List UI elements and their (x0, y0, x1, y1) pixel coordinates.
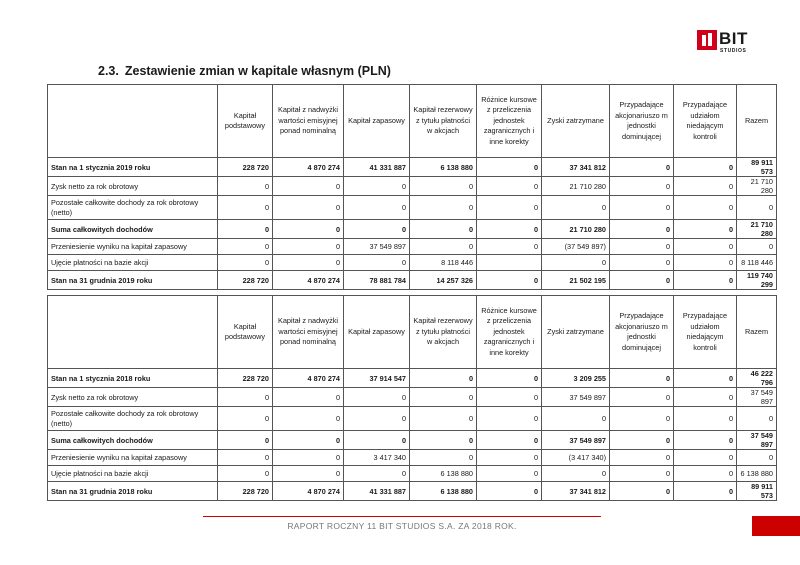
value-cell: 0 (273, 431, 344, 450)
row-label: Pozostałe całkowite dochody za rok obrotowy (netto) (48, 407, 218, 431)
table-row (48, 407, 777, 431)
value-cell: 6 138 880 (737, 466, 777, 482)
column-header: Kapitał zapasowy (344, 296, 410, 369)
value-cell: 0 (737, 239, 777, 255)
value-cell: 0 (674, 388, 737, 407)
value-cell: 0 (674, 369, 737, 388)
value-cell: 0 (344, 431, 410, 450)
value-cell: 37 549 897 (344, 239, 410, 255)
table-row (48, 239, 777, 255)
value-cell: 0 (674, 482, 737, 501)
row-label: Zysk netto za rok obrotowy (48, 388, 218, 407)
value-cell: 21 710 280 (542, 177, 610, 196)
value-cell: 37 549 897 (542, 431, 610, 450)
value-cell: 0 (344, 255, 410, 271)
section-title-text: Zestawienie zmian w kapitale własnym (PLN) (124, 64, 391, 78)
value-cell: 0 (218, 196, 273, 220)
section-title (98, 64, 397, 78)
value-cell: 0 (610, 482, 674, 501)
value-cell: 0 (273, 466, 344, 482)
value-cell: 3 417 340 (344, 450, 410, 466)
column-header: Różnice kursowe z przeliczenia jednostek zagranicznych i inne korekty (477, 85, 542, 158)
table-row (48, 466, 777, 482)
section-number: 2.3. (98, 64, 119, 78)
value-cell: 0 (273, 255, 344, 271)
value-cell: 0 (674, 158, 737, 177)
value-cell: 3 209 255 (542, 369, 610, 388)
value-cell: 0 (674, 239, 737, 255)
value-cell: 0 (273, 196, 344, 220)
value-cell: 0 (273, 450, 344, 466)
value-cell: 78 881 784 (344, 271, 410, 290)
column-header: Kapitał podstawowy (218, 296, 273, 369)
value-cell (477, 255, 542, 271)
logo-mark-icon (697, 30, 717, 50)
column-header: Razem (737, 296, 777, 369)
value-cell: 0 (610, 407, 674, 431)
value-cell: 0 (218, 466, 273, 482)
value-cell: 0 (610, 220, 674, 239)
column-header: Przypadające akcjonariuszo m jednostki dominującej (610, 85, 674, 158)
value-cell: 0 (610, 271, 674, 290)
value-cell: (37 549 897) (542, 239, 610, 255)
table-row (48, 482, 777, 501)
row-label: Stan na 31 grudnia 2019 roku (48, 271, 218, 290)
column-header: Kapitał rezerwowy z tytułu płatności w akcjach (410, 85, 477, 158)
table-row (48, 177, 777, 196)
row-label: Suma całkowitych dochodów (48, 220, 218, 239)
footer-divider (203, 516, 601, 517)
column-header: Kapitał z nadwyżki wartości emisyjnej ponad nominalną (273, 85, 344, 158)
column-header: Zyski zatrzymane (542, 85, 610, 158)
value-cell: 6 138 880 (410, 158, 477, 177)
footer-accent-block (752, 516, 800, 536)
value-cell: 0 (410, 431, 477, 450)
table-row (48, 431, 777, 450)
table-row (48, 369, 777, 388)
equity-table-2018 (47, 295, 777, 501)
value-cell: 0 (477, 450, 542, 466)
value-cell: 4 870 274 (273, 482, 344, 501)
value-cell: 46 222 796 (737, 369, 777, 388)
value-cell: 0 (410, 220, 477, 239)
column-header: Przypadające udziałom niedającym kontroli (674, 85, 737, 158)
company-logo (697, 30, 757, 56)
value-cell: 37 914 547 (344, 369, 410, 388)
value-cell: 14 257 326 (410, 271, 477, 290)
value-cell: 0 (273, 220, 344, 239)
value-cell: 0 (218, 177, 273, 196)
value-cell: 0 (674, 220, 737, 239)
value-cell: 0 (674, 271, 737, 290)
value-cell: 41 331 887 (344, 482, 410, 501)
column-header: Przypadające akcjonariuszo m jednostki dominującej (610, 296, 674, 369)
value-cell: 37 341 812 (542, 482, 610, 501)
table-row (48, 196, 777, 220)
value-cell: 0 (674, 255, 737, 271)
value-cell: 21 710 280 (737, 220, 777, 239)
row-label: Stan na 1 stycznia 2018 roku (48, 369, 218, 388)
value-cell: 119 740 299 (737, 271, 777, 290)
value-cell: 0 (674, 177, 737, 196)
value-cell: 0 (542, 466, 610, 482)
value-cell: 37 341 812 (542, 158, 610, 177)
value-cell: 0 (610, 450, 674, 466)
header-blank-cell (48, 85, 218, 158)
value-cell: 37 549 897 (737, 431, 777, 450)
value-cell: 0 (218, 450, 273, 466)
column-header: Razem (737, 85, 777, 158)
value-cell: 21 710 280 (737, 177, 777, 196)
value-cell: 0 (344, 407, 410, 431)
value-cell: 0 (344, 466, 410, 482)
value-cell: 0 (610, 196, 674, 220)
value-cell: 0 (610, 177, 674, 196)
value-cell: 0 (477, 407, 542, 431)
table-header-row (48, 296, 777, 369)
value-cell: 41 331 887 (344, 158, 410, 177)
value-cell: 228 720 (218, 158, 273, 177)
value-cell: 8 118 446 (737, 255, 777, 271)
value-cell: 0 (477, 177, 542, 196)
column-header: Różnice kursowe z przeliczenia jednostek zagranicznych i inne korekty (477, 296, 542, 369)
column-header: Przypadające udziałom niedającym kontroli (674, 296, 737, 369)
table-row (48, 220, 777, 239)
value-cell: 0 (610, 158, 674, 177)
table-row (48, 158, 777, 177)
table-row (48, 450, 777, 466)
value-cell: 0 (674, 196, 737, 220)
value-cell: 0 (674, 466, 737, 482)
value-cell: 0 (477, 369, 542, 388)
row-label: Przeniesienie wyniku na kapitał zapasowy (48, 239, 218, 255)
value-cell: 0 (477, 220, 542, 239)
value-cell: 37 549 897 (737, 388, 777, 407)
value-cell: 4 870 274 (273, 271, 344, 290)
value-cell: 6 138 880 (410, 466, 477, 482)
value-cell: 0 (542, 407, 610, 431)
table-row (48, 271, 777, 290)
value-cell: 0 (477, 466, 542, 482)
value-cell: 228 720 (218, 482, 273, 501)
value-cell: 0 (737, 450, 777, 466)
value-cell: 0 (477, 482, 542, 501)
header-blank-cell (48, 296, 218, 369)
table-row (48, 388, 777, 407)
value-cell: 0 (273, 388, 344, 407)
value-cell: 0 (477, 196, 542, 220)
table-row (48, 255, 777, 271)
value-cell: 0 (477, 158, 542, 177)
value-cell: 8 118 446 (410, 255, 477, 271)
logo-subtitle: STUDIOS (720, 48, 747, 54)
column-header: Zyski zatrzymane (542, 296, 610, 369)
value-cell: 0 (273, 177, 344, 196)
value-cell: 4 870 274 (273, 369, 344, 388)
value-cell: 0 (218, 239, 273, 255)
value-cell: 0 (344, 196, 410, 220)
value-cell: 0 (273, 407, 344, 431)
value-cell: 0 (674, 431, 737, 450)
value-cell: 0 (218, 255, 273, 271)
value-cell: 21 502 195 (542, 271, 610, 290)
row-label: Stan na 1 stycznia 2019 roku (48, 158, 218, 177)
column-header: Kapitał rezerwowy z tytułu płatności w akcjach (410, 296, 477, 369)
value-cell: 0 (218, 388, 273, 407)
value-cell: 0 (477, 239, 542, 255)
value-cell: 0 (477, 271, 542, 290)
value-cell: 0 (737, 196, 777, 220)
logo-name: BIT (719, 29, 748, 48)
value-cell: (3 417 340) (542, 450, 610, 466)
row-label: Zysk netto za rok obrotowy (48, 177, 218, 196)
row-label: Ujęcie płatności na bazie akcji (48, 466, 218, 482)
value-cell: 0 (477, 431, 542, 450)
value-cell: 0 (410, 177, 477, 196)
value-cell: 0 (542, 196, 610, 220)
row-label: Pozostałe całkowite dochody za rok obrotowy (netto) (48, 196, 218, 220)
table-header-row (48, 85, 777, 158)
value-cell: 37 549 897 (542, 388, 610, 407)
value-cell: 228 720 (218, 369, 273, 388)
value-cell: 0 (410, 450, 477, 466)
value-cell: 0 (610, 239, 674, 255)
value-cell: 6 138 880 (410, 482, 477, 501)
value-cell: 0 (218, 431, 273, 450)
value-cell: 21 710 280 (542, 220, 610, 239)
value-cell: 0 (674, 407, 737, 431)
column-header: Kapitał zapasowy (344, 85, 410, 158)
value-cell: 0 (410, 388, 477, 407)
value-cell: 0 (410, 369, 477, 388)
column-header: Kapitał podstawowy (218, 85, 273, 158)
value-cell: 0 (610, 466, 674, 482)
row-label: Suma całkowitych dochodów (48, 431, 218, 450)
value-cell: 0 (610, 369, 674, 388)
value-cell: 0 (674, 450, 737, 466)
row-label: Przeniesienie wyniku na kapitał zapasowy (48, 450, 218, 466)
value-cell: 0 (218, 407, 273, 431)
value-cell: 4 870 274 (273, 158, 344, 177)
value-cell: 228 720 (218, 271, 273, 290)
value-cell: 0 (344, 388, 410, 407)
value-cell: 0 (477, 388, 542, 407)
row-label: Ujęcie płatności na bazie akcji (48, 255, 218, 271)
value-cell: 0 (410, 407, 477, 431)
value-cell: 89 911 573 (737, 482, 777, 501)
footer-text: RAPORT ROCZNY 11 BIT STUDIOS S.A. ZA 2018 ROK. (287, 521, 517, 531)
value-cell: 0 (410, 196, 477, 220)
value-cell: 0 (610, 388, 674, 407)
value-cell: 0 (542, 255, 610, 271)
value-cell: 0 (610, 255, 674, 271)
value-cell: 0 (344, 177, 410, 196)
row-label: Stan na 31 grudnia 2018 roku (48, 482, 218, 501)
value-cell: 0 (410, 239, 477, 255)
value-cell: 0 (737, 407, 777, 431)
column-header: Kapitał z nadwyżki wartości emisyjnej ponad nominalną (273, 296, 344, 369)
value-cell: 0 (344, 220, 410, 239)
equity-table-2019 (47, 84, 777, 290)
value-cell: 0 (273, 239, 344, 255)
value-cell: 0 (610, 431, 674, 450)
value-cell: 89 911 573 (737, 158, 777, 177)
value-cell: 0 (218, 220, 273, 239)
